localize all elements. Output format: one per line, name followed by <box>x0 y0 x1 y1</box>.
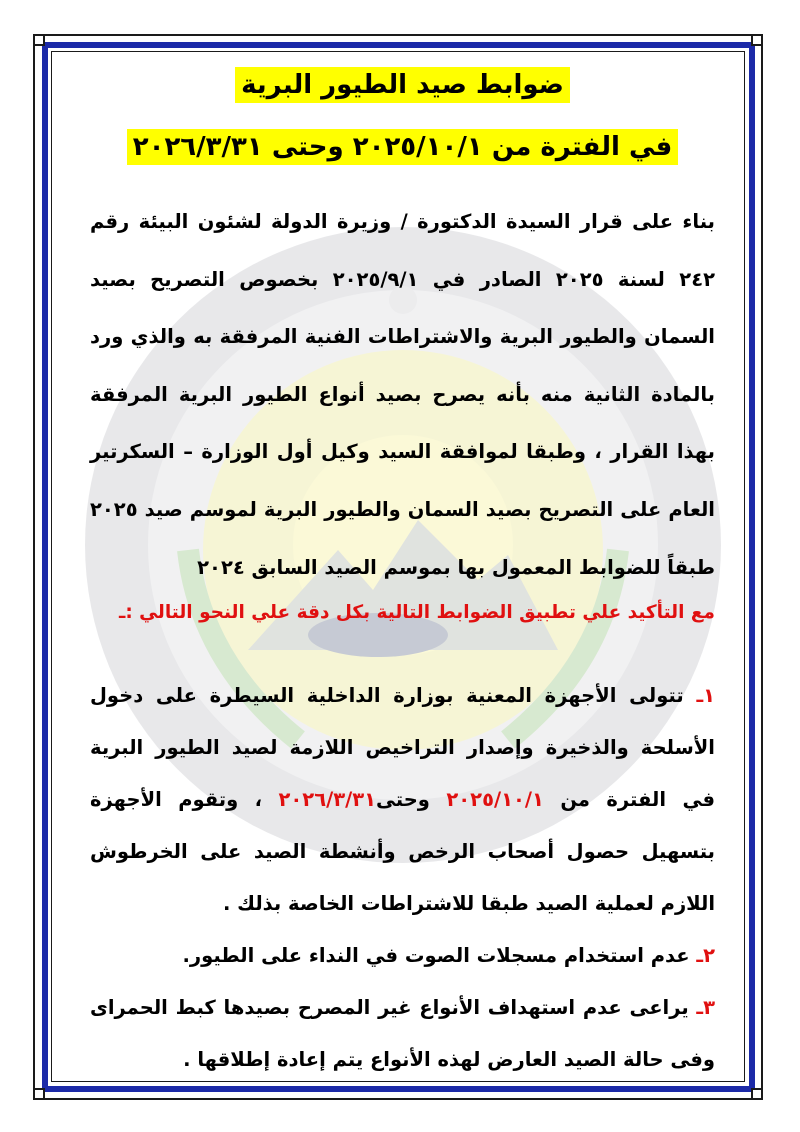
item-text: تتولى الأجهزة المعنية بوزارة الداخلية السيطرة على دخول الأسلحة والذخيرة وإصدار التراخيص اللازمة لصيد الطيور البرية في الفترة من <box>90 684 715 812</box>
corner-ornament <box>751 1088 763 1100</box>
rules-list <box>90 670 715 1086</box>
notice-line: مع التأكيد علي تطبيق الضوابط التالية بكل دقة علي النحو التالي :ـ <box>119 602 715 624</box>
item-number: ٣ـ <box>696 996 715 1020</box>
item-number: ١ـ <box>696 684 716 708</box>
document-content <box>90 55 715 1086</box>
item-number: ٢ـ <box>696 944 715 968</box>
corner-ornament <box>33 1088 45 1100</box>
intro-paragraph: بناء على قرار السيدة الدكتورة / وزيرة الدولة لشئون البيئة رقم ٢٤٢ لسنة ٢٠٢٥ الصادر في ٢٠٢٥/٩/١ بخصوص التصريح بصيد السمان والطيور البرية والاشتراطات الفنية المرفقة به والذي ورد بالمادة الثانية منه بأنه يصرح بصيد أنواع الطيور البرية المرفقة بهذا القرار ، وطبقا لموافقة السيد وكيل أول الوزارة – السكرتير العام على التصريح بصيد السمان والطيور البرية لموسم صيد ٢٠٢٥ طبقاً للضوابط المعمول بها بموسم الصيد السابق ٢٠٢٤ <box>90 210 716 579</box>
list-item <box>90 982 715 1086</box>
page-title: ضوابط صيد الطيور البرية <box>235 67 570 103</box>
date-to: ٢٠٢٦/٣/٣١ <box>278 788 377 812</box>
item-text: يراعى عدم استهداف الأنواع غير المصرح بصيدها كبط الحمراى وفى حالة الصيد العارض لهذه الأنواع يتم إعادة إطلاقها . <box>90 996 715 1072</box>
list-item <box>90 670 715 930</box>
item-text: وحتى <box>376 788 430 812</box>
list-item <box>90 930 715 982</box>
corner-ornament <box>33 34 45 46</box>
title-block <box>90 55 715 165</box>
item-text: ، وتقوم الأجهزة بتسهيل حصول أصحاب الرخص وأنشطة الصيد على الخرطوش اللازم لعملية الصيد طبقا للاشتراطات الخاصة بذلك . <box>90 788 715 916</box>
item-text: عدم استخدام مسجلات الصوت في النداء على الطيور. <box>182 944 690 968</box>
corner-ornament <box>751 34 763 46</box>
page-subtitle: في الفترة من ٢٠٢٥/١٠/١ وحتى ٢٠٢٦/٣/٣١ <box>127 129 679 165</box>
date-from: ٢٠٢٥/١٠/١ <box>446 788 544 812</box>
